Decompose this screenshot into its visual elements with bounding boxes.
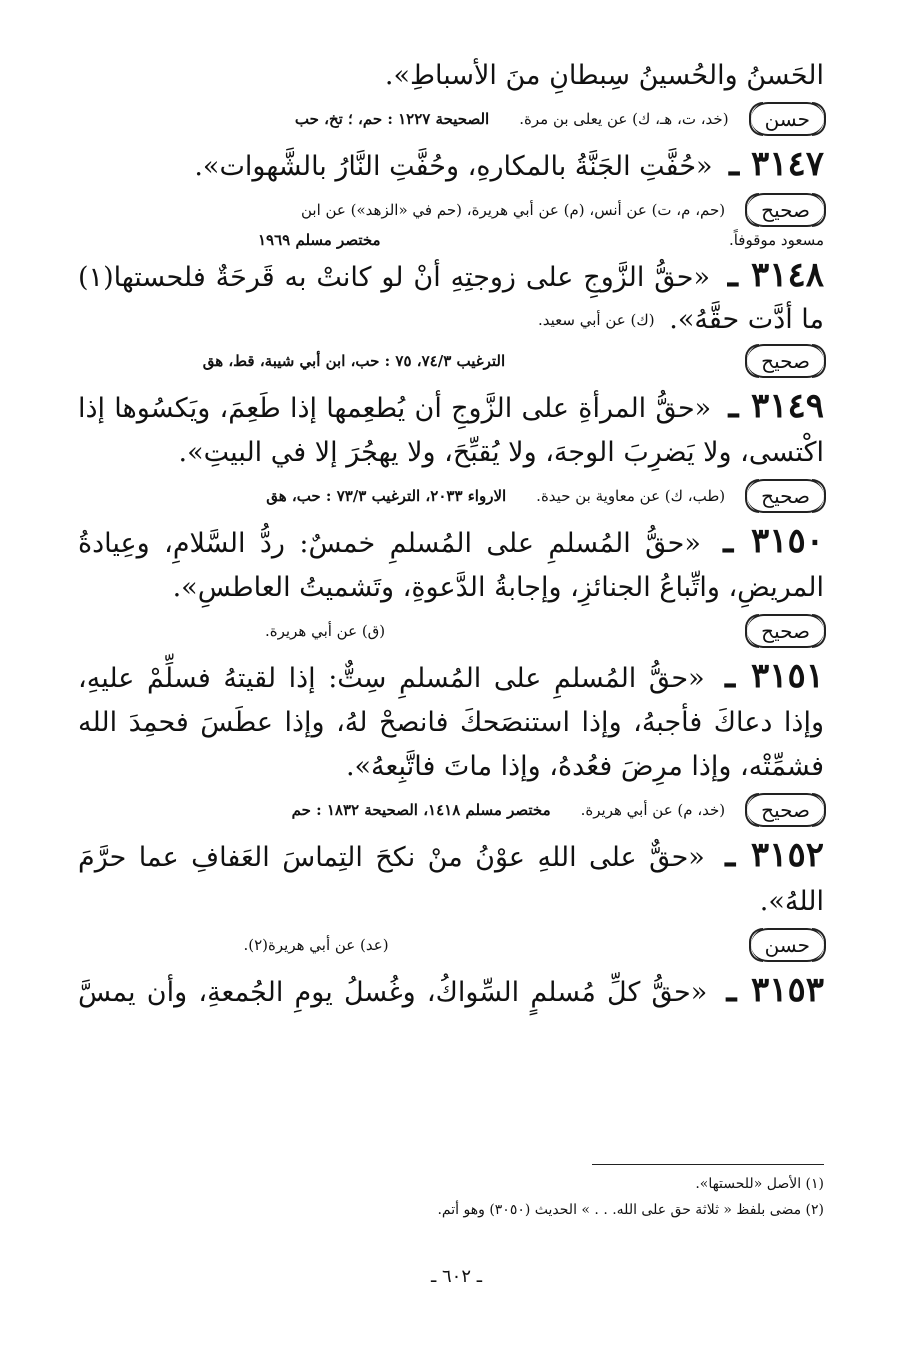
grade-badge: حسن [751,102,824,136]
footnote-2: (٢) مضى بلفظ « ثلاثة حق على الله. . . » الحديث (٣٠٥٠) وهو أتم. [437,1202,824,1218]
hadith-text: «حقُّ كلِّ مُسلمٍ السِّواكُ، وغُسلُ يومِ الجُمعةِ، وأن يمسَّ [78,977,708,1008]
hadith-text: «حقُّ المرأةِ على الزَّوجِ أن يُطعِمها إذا طَعِمَ، ويَكسُوها إذا [78,393,712,424]
hadith-3147 [78,142,824,189]
hadith-number: ٣١٤٧ ـ [729,144,824,184]
source-text: (خد، ت، هـ، ك) عن يعلى بن مرة. [519,110,729,128]
hadith-text: «حقُّ الزَّوجِ على زوجتِهِ أنْ لو كانتْ به قَرحَةٌ فلحستها(١) [78,262,710,293]
hadith-3149 [78,384,824,431]
reference-text: مختصر مسلم ١٤١٨، الصحيحة ١٨٣٢ : حم [291,801,551,819]
text-line: الحَسنُ والحُسينُ سِبطانِ منَ الأسباطِ». [384,60,824,91]
hadith-text-continued: ما أدَّت حقَّهُ». [669,304,824,335]
source-text: (خد، م) عن أبي هريرة. [580,801,726,819]
page-body [78,54,824,1015]
hadith-3148-line2 [78,300,824,340]
grade-badge: صحيح [747,479,824,513]
hadith-3150 [78,519,824,566]
hadith-number: ٣١٥٢ ـ [725,835,824,875]
reference-row-3148 [78,344,824,378]
grade-badge: صحيح [747,614,824,648]
hadith-text: «حقُّ المُسلمِ على المُسلمِ سِتٌّ: إذا لقيتهُ فسلِّمْ عليهِ، [78,663,705,694]
source-text: (ق) عن أبي هريرة. [265,622,386,640]
source-text: (ك) عن أبي سعيد. [538,311,655,329]
hadith-number: ٣١٤٩ ـ [728,386,824,426]
page-number: ـ ٦٠٢ ـ [430,1266,482,1287]
reference-row-3149 [78,479,824,513]
reference-subrow-3147 [78,227,824,253]
hadith-number: ٣١٤٨ ـ [727,255,824,295]
hadith-text: «حُفَّتِ الجَنَّةُ بالمكارهِ، وحُفَّتِ النَّارُ بالشَّهوات». [194,151,713,182]
reference-text: الترغيب ٧٤/٣، ٧٥ : حب، ابن أبي شيبة، قط، هق [202,352,506,370]
reference-row-3147 [78,193,824,227]
text-line: اللهُ». [759,886,824,917]
hadith-text: «حقُّ المُسلمِ على المُسلمِ خمسٌ: ردُّ السَّلامِ، وعِيادةُ [78,528,701,559]
source-text: (طب، ك) عن معاوية بن حيدة. [536,487,726,505]
hadith-3151 [78,654,824,701]
footnote-divider [592,1164,824,1165]
text-line: وإذا دعاكَ فأجبهُ، وإذا استنصَحكَ فانصحْ لهُ، وإذا عطَسَ فحمِدَ الله [78,707,824,738]
hadith-text: «حقٌّ على اللهِ عوْنُ منْ نكحَ التِماسَ العَفافِ عما حرَّمَ [78,842,705,873]
hadith-number: ٣١٥٠ ـ [723,521,824,561]
reference-text: الصحيحة ١٢٢٧ : حم، ؛ تخ، حب [294,110,490,128]
text-line: فشمِّتْه، وإذا مرِضَ فعُدهُ، وإذا ماتَ فاتَّبِعهُ». [345,751,824,782]
hadith-number: ٣١٥١ ـ [725,656,824,696]
hadith-number: ٣١٥٣ ـ [726,970,824,1010]
source-text: (عد) عن أبي هريرة(٢). [243,936,389,954]
hadith-3152 [78,833,824,880]
reference-row-3150 [78,614,824,648]
source-text-continued: مسعود موقوفاً. [728,231,824,249]
source-text: (حم، م، ت) عن أنس، (م) عن أبي هريرة، (حم في «الزهد») عن ابن [300,201,726,219]
reference-text: الارواء ٢٠٣٣، الترغيب ٧٣/٣ : حب، هق [266,487,507,505]
footnote-1: (١) الأصل «للحستها». [695,1176,824,1192]
grade-badge: صحيح [747,193,824,227]
grade-badge: حسن [751,928,824,962]
hadith-3153 [78,968,824,1015]
text-line: المريضِ، واتِّباعُ الجنائزِ، وإجابةُ الدَّعوةِ، وتَشميتُ العاطسِ». [172,572,824,603]
footnotes [78,1164,824,1223]
grade-badge: صحيح [747,793,824,827]
hadith-3148 [78,253,824,300]
text-line: اكْتسى، ولا يَضرِبَ الوجهَ، ولا يُقبِّحَ، ولا يهجُرَ إلا في البيتِ». [178,437,824,468]
reference-row-3151 [78,793,824,827]
reference-row-3146 [78,102,824,136]
grade-badge: صحيح [747,344,824,378]
reference-row-3152 [78,928,824,962]
reference-text: مختصر مسلم ١٩٦٩ [258,231,381,249]
